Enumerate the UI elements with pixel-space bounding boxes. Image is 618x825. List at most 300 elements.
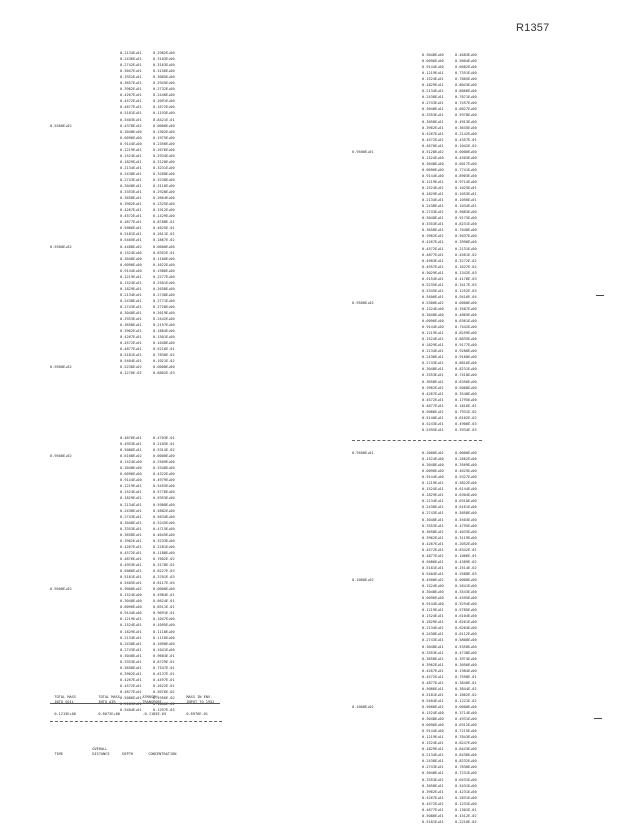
value-x: 0.1219E+01 <box>422 608 444 613</box>
value-x: 0.3048E+00 <box>422 313 444 318</box>
value-x: 0.3048E+00 <box>422 463 444 468</box>
value-x: 0.3962E+01 <box>422 789 444 794</box>
value-x: 0.5029E+01 <box>422 270 444 275</box>
value-c: 0.4738E+00 <box>455 650 477 655</box>
value-c: 0.7457E+00 <box>455 101 477 106</box>
value-x: 0.3353E+01 <box>120 317 142 322</box>
value-x: 0.2743E+01 <box>120 177 142 182</box>
value-x: 0.3962E+01 <box>422 125 444 130</box>
value-x: 0.1829E+01 <box>120 159 142 164</box>
value-x: 0.5086E+01 <box>422 813 444 818</box>
value-c: 0.8436E+00 <box>455 753 477 758</box>
value-x: 0.6096E+00 <box>422 596 444 601</box>
value-x: 0.5086E+01 <box>422 686 444 691</box>
value-x: 0.9144E+00 <box>422 325 444 330</box>
value-c: 0.1090E+00 <box>153 641 175 646</box>
value-x: 0.4877E+01 <box>120 105 142 110</box>
value-x: 0.5404E+01 <box>120 359 142 364</box>
value-x: 0.4267E+01 <box>422 541 444 546</box>
value-c: 0.5068E+00 <box>455 385 477 390</box>
value-c: 0.8043E+00 <box>455 83 477 88</box>
value-c: 0.2501E+00 <box>153 280 175 285</box>
value-c: 0.4033E+00 <box>455 529 477 534</box>
value-c: 0.3056E+00 <box>455 662 477 667</box>
value-x: 0.4572E+01 <box>422 674 444 679</box>
value-x: 0.3048E+01 <box>422 517 444 522</box>
value-x: 0.2000E+02 <box>422 451 444 455</box>
margin-mark-top <box>596 295 604 296</box>
value-c: 0.1056E+01 <box>455 198 477 203</box>
value-x: 0.3962E+01 <box>120 538 142 543</box>
value-c: 0.1627E-02 <box>455 264 477 269</box>
value-c: 0.6356E+00 <box>455 379 477 384</box>
value-x: 0.4877E+01 <box>422 807 444 812</box>
row-label: 0.9500E+02 <box>352 300 374 305</box>
value-x: 0.3048E+01 <box>120 184 142 189</box>
value-c: 0.2662E+00 <box>455 457 477 462</box>
value-x: 0.3353E+01 <box>120 526 142 531</box>
value-x: 0.5395E+01 <box>422 427 444 432</box>
value-x: 0.4572E+01 <box>422 547 444 552</box>
value-c: 0.8729E-01 <box>153 659 175 664</box>
value-c: 0.4561E-02 <box>455 252 477 257</box>
value-c: 0.2676E+00 <box>153 147 175 152</box>
value-x: 0.1829E+01 <box>422 343 444 348</box>
value-c: 0.7805E+00 <box>455 77 477 82</box>
value-x: 0.3353E+01 <box>422 113 444 118</box>
value-x: 0.9144E+00 <box>120 141 142 146</box>
value-x: 0.3048E+01 <box>422 367 444 372</box>
table-row <box>352 427 488 433</box>
value-c: 0.7351E+00 <box>455 71 477 76</box>
value-x: 0.3048E+00 <box>422 53 444 57</box>
value-x: 0.2438E+01 <box>120 298 142 303</box>
value-c: 0.6312E+00 <box>455 723 477 728</box>
value-x: 0.2438E+01 <box>120 171 142 176</box>
value-x: 0.4572E+01 <box>422 801 444 806</box>
value-c: 0.1042E-02 <box>455 143 477 148</box>
value-c: 0.9175E+00 <box>455 216 477 221</box>
value-x: 0.3048E+00 <box>422 717 444 722</box>
summary-value-4: 0.6976E-01 <box>186 712 208 716</box>
value-c: 0.2105E-01 <box>153 442 175 447</box>
value-x: 0.4877E+01 <box>120 347 142 352</box>
value-x: 0.1219E+01 <box>120 147 142 152</box>
value-x: 0.9144E+00 <box>120 268 142 273</box>
value-x: 0.5345E+01 <box>422 288 444 293</box>
value-c: 0.1622E+00 <box>153 262 175 267</box>
value-x: 0.5181E+01 <box>120 353 142 358</box>
value-x: 0.2436E+01 <box>120 57 142 62</box>
value-c: 0.8835E+00 <box>455 337 477 342</box>
value-x: 0.4267E+01 <box>120 544 142 549</box>
value-x: 0.1829E+01 <box>422 192 444 197</box>
value-x: 0.3658E+01 <box>422 228 444 233</box>
value-c: 0.8259E+00 <box>455 331 477 336</box>
value-x: 0.5235E+01 <box>422 282 444 287</box>
value-x: 0.3048E+01 <box>120 520 142 525</box>
value-c: 0.8231E+00 <box>455 367 477 372</box>
value-x: 0.5181E+01 <box>120 111 142 116</box>
value-x: 0.2743E+01 <box>422 210 444 215</box>
value-x: 0.1524E+00 <box>422 155 444 160</box>
value-x: 0.5086E+01 <box>120 226 142 231</box>
value-c: 0.0000E+00 <box>153 123 175 128</box>
value-c: 0.1502E+00 <box>153 129 175 134</box>
value-x: 0.3048E+00 <box>422 161 444 166</box>
value-x: 0.5086E+01 <box>422 409 444 414</box>
value-c: 0.7741E+00 <box>455 167 477 172</box>
row-label: 0.9500E+01 <box>352 149 374 154</box>
value-c: 0.9714E+00 <box>455 179 477 184</box>
value-c: 0.5858E+00 <box>455 511 477 516</box>
footer-header-distance: OVERALL DISTANCE <box>92 747 110 756</box>
summary-rule <box>50 703 220 704</box>
value-x: 0.2134E+01 <box>120 635 142 640</box>
value-x: 0.2438E+01 <box>422 505 444 510</box>
value-c: 0.3085E+00 <box>153 75 175 80</box>
value-x: 0.6096E+00 <box>120 605 142 610</box>
value-x: 0.3353E+01 <box>120 659 142 664</box>
value-x: 0.4572E+01 <box>422 397 444 402</box>
footer-header-time: TIME <box>54 752 63 756</box>
value-x: 0.3962E+01 <box>120 671 142 676</box>
summary-header-1: TOTAL MASS INTO SOIL <box>54 695 76 704</box>
value-c: 0.0000E+00 <box>455 451 477 455</box>
value-c: 0.3178E-02 <box>153 562 175 567</box>
value-x: 0.6096E+00 <box>422 469 444 474</box>
value-x: 0.1524E+01 <box>422 741 444 746</box>
value-c: 0.6361E+00 <box>455 319 477 324</box>
value-x: 0.2134E+01 <box>422 89 444 94</box>
value-x: 0.4572E+01 <box>120 683 142 688</box>
value-c: 0.4231E+00 <box>455 789 477 794</box>
value-c: 0.7215E+00 <box>455 729 477 734</box>
value-c: 0.3230E+00 <box>153 177 175 182</box>
value-x: 0.4267E+01 <box>422 131 444 136</box>
value-c: 0.3163E+00 <box>153 63 175 68</box>
value-c: 0.8231E+00 <box>455 222 477 227</box>
value-c: 0.5245E+00 <box>153 520 175 525</box>
value-x: 0.3353E+01 <box>422 373 444 378</box>
value-x: 0.4953E+01 <box>120 562 142 567</box>
value-x: 0.3658E+01 <box>422 656 444 661</box>
value-c: 0.7598E-01 <box>455 674 477 679</box>
value-x: 0.3048E+00 <box>120 466 142 471</box>
value-x: 0.3353E+01 <box>422 777 444 782</box>
footer-header-concentration: CONCENTRATION <box>148 752 177 756</box>
value-x: 0.1524E+01 <box>422 487 444 492</box>
summary-header-2: TOTAL MASS INTO AIR <box>98 695 120 704</box>
value-x: 0.4267E+01 <box>120 677 142 682</box>
value-c: 0.5776E+00 <box>153 490 175 495</box>
value-x: 0.4267E+01 <box>120 93 142 98</box>
value-c: 0.1048E+00 <box>153 341 175 346</box>
value-x: 0.4572E+01 <box>120 550 142 555</box>
value-x: 0.5243E+01 <box>422 421 444 426</box>
block-top-right <box>352 52 488 433</box>
value-c: 0.0000E+00 <box>153 454 175 459</box>
value-x: 0.4267E+01 <box>422 795 444 800</box>
value-x: 0.4876E+01 <box>120 436 142 440</box>
row-label: 0.9500E+01 <box>352 451 374 455</box>
value-x: 0.4378E+02 <box>120 123 142 128</box>
value-c: 0.1975E+00 <box>153 135 175 140</box>
value-c: 0.3846E-01 <box>455 680 477 685</box>
value-c: 0.4045E+00 <box>153 532 175 537</box>
value-c: 0.3340E+00 <box>153 466 175 471</box>
value-c: 0.4979E+00 <box>153 478 175 483</box>
value-c: 0.6304E+00 <box>455 493 477 498</box>
value-x: 0.9144E+00 <box>120 478 142 483</box>
value-c: 0.5216E-01 <box>153 347 175 352</box>
value-c: 0.2934E+00 <box>153 153 175 158</box>
value-c: 0.1342E-03 <box>455 270 477 275</box>
value-x: 0.4953E+01 <box>120 442 142 447</box>
value-c: 0.9416E-04 <box>455 294 477 299</box>
value-c: 0.6161E+00 <box>455 505 477 510</box>
value-c: 0.3233E+00 <box>153 538 175 543</box>
value-c: 0.6624E-01 <box>153 599 175 604</box>
value-x: 0.1524E+00 <box>422 306 444 311</box>
value-c: 0.8443E+00 <box>455 747 477 752</box>
table-row <box>352 819 488 825</box>
value-c: 0.3548E+00 <box>455 391 477 396</box>
value-x: 0.2438E+01 <box>120 641 142 646</box>
value-c: 0.0000E+00 <box>455 704 477 709</box>
value-x: 0.2438E+01 <box>422 204 444 209</box>
value-x: 0.1219E+01 <box>422 735 444 740</box>
value-x: 0.5238E+02 <box>120 365 142 370</box>
value-c: 0.3231E+00 <box>153 165 175 170</box>
value-x: 0.4876E+01 <box>120 556 142 561</box>
summary-header-3: ATMOSPH. TRANSPORT <box>142 695 162 704</box>
value-x: 0.3353E+01 <box>422 222 444 227</box>
value-c: 0.2091E+00 <box>153 99 175 104</box>
value-c: 0.8816E+00 <box>455 361 477 366</box>
value-x: 0.1524E+01 <box>422 614 444 619</box>
value-x: 0.1829E+01 <box>422 493 444 498</box>
value-c: 0.1080E-02 <box>153 702 175 707</box>
value-c: 0.2622E-01 <box>153 683 175 688</box>
value-x: 0.1219E+01 <box>422 331 444 336</box>
value-x: 0.2134E+01 <box>120 165 142 170</box>
value-x: 0.4267E+01 <box>120 208 142 213</box>
value-c: 0.2641E+00 <box>455 584 477 589</box>
footer-headers <box>50 742 194 757</box>
summary-header-4: MASS IN ENV. INPUT TO 1952 <box>186 695 215 704</box>
value-x: 0.3048E+01 <box>422 771 444 776</box>
value-c: 0.3844E-02 <box>455 686 477 691</box>
row-label: 0.1000E+02 <box>352 704 374 709</box>
value-c: 0.4865E+00 <box>455 313 477 318</box>
value-x: 0.9144E+00 <box>422 729 444 734</box>
value-c: 0.1297E-03 <box>153 708 175 713</box>
block-top-left <box>50 50 186 377</box>
value-x: 0.3047E+01 <box>120 69 142 74</box>
value-c: 0.1193E+00 <box>153 111 175 116</box>
value-x: 0.5154E+01 <box>422 276 444 281</box>
value-x: 0.6096E+00 <box>422 59 444 64</box>
value-x: 0.5086E+01 <box>422 559 444 564</box>
value-x: 0.3658E+01 <box>120 665 142 670</box>
value-c: 0.8788E-01 <box>153 220 175 225</box>
value-x: 0.9144E+00 <box>422 65 444 70</box>
value-x: 0.4877E+01 <box>120 689 142 694</box>
value-x: 0.2743E+01 <box>422 361 444 366</box>
value-c: 0.8066E+00 <box>455 89 477 94</box>
value-c: 0.2928E+00 <box>153 190 175 195</box>
value-x: 0.1524E+01 <box>120 623 142 628</box>
value-x: 0.5128E+02 <box>422 149 444 154</box>
value-x: 0.6096E+00 <box>120 262 142 267</box>
value-c: 0.3120E+00 <box>153 159 175 164</box>
value-c: 0.4497E-01 <box>153 677 175 682</box>
value-x: 0.4572E+01 <box>422 246 444 251</box>
value-x: 0.9144E+00 <box>422 173 444 178</box>
value-c: 0.1221E-02 <box>455 698 477 703</box>
value-c: 0.2945E+00 <box>153 81 175 86</box>
value-c: 0.8247E+00 <box>455 741 477 746</box>
value-x: 0.5406E+01 <box>422 294 444 299</box>
value-x: 0.9144E+00 <box>422 602 444 607</box>
value-c: 0.6261E+00 <box>455 620 477 625</box>
value-c: 0.2197E+00 <box>153 323 175 328</box>
value-c: 0.2325E+00 <box>153 202 175 207</box>
value-x: 0.1524E+01 <box>120 280 142 285</box>
value-c: 0.1984E+00 <box>455 668 477 673</box>
value-c: 0.7871E+00 <box>455 95 477 100</box>
value-x: 0.5300E+02 <box>422 300 444 305</box>
value-c: 0.4389E-02 <box>455 559 477 564</box>
value-c: 0.1160E+00 <box>153 256 175 261</box>
value-x: 0.5404E+01 <box>422 571 444 576</box>
value-c: 0.5978E+00 <box>455 113 477 118</box>
value-c: 0.7830E-02 <box>153 353 175 358</box>
value-c: 0.7830E+00 <box>455 765 477 770</box>
value-c: 0.1501E+00 <box>153 335 175 340</box>
value-c: 0.6827E+00 <box>455 107 477 112</box>
value-c: 0.3543E+00 <box>455 590 477 595</box>
value-x: 0.1524E+01 <box>422 337 444 342</box>
value-c: 0.4595E+00 <box>455 596 477 601</box>
value-c: 0.6144E+00 <box>455 487 477 492</box>
value-x: 0.5403E+01 <box>120 117 142 122</box>
value-x: 0.1829E+01 <box>120 286 142 291</box>
value-x: 0.9144E+00 <box>422 475 444 480</box>
value-c: 0.9168E+00 <box>455 355 477 360</box>
value-x: 0.4877E+01 <box>422 403 444 408</box>
value-c: 0.1301E-01 <box>455 807 477 812</box>
value-x: 0.5405E+01 <box>120 581 142 586</box>
value-c: 0.3417E-03 <box>455 282 477 287</box>
value-c: 0.1047E+00 <box>153 617 175 622</box>
value-c: 0.2588E-03 <box>455 571 477 576</box>
value-c: 0.8227E-03 <box>153 569 175 574</box>
value-x: 0.3962E+01 <box>120 329 142 334</box>
value-x: 0.2743E+01 <box>422 511 444 516</box>
value-c: 0.5804E+00 <box>455 59 477 64</box>
value-x: 0.1829E+01 <box>120 496 142 501</box>
value-x: 0.1219E+01 <box>120 484 142 489</box>
value-x: 0.3658E+01 <box>422 529 444 534</box>
value-c: 0.8342E-01 <box>455 547 477 552</box>
value-c: 0.9288E+00 <box>455 349 477 354</box>
value-x: 0.6096E+00 <box>422 319 444 324</box>
value-c: 0.3103E+00 <box>153 57 175 62</box>
value-c: 0.1034E+01 <box>455 204 477 209</box>
value-c: 0.8802E-03 <box>153 371 175 376</box>
value-c: 0.1862E-02 <box>455 692 477 697</box>
value-c: 0.5431E+00 <box>455 783 477 788</box>
value-c: 0.5314E-02 <box>153 448 175 453</box>
value-x: 0.2134E+01 <box>422 626 444 631</box>
value-x: 0.3962E+01 <box>120 87 142 92</box>
value-x: 0.4572E+01 <box>120 99 142 104</box>
value-c: 0.0000E+00 <box>153 365 175 370</box>
value-c: 0.0000E+00 <box>153 244 175 249</box>
value-x: 0.3048E+01 <box>422 644 444 649</box>
value-c: 0.4178E-03 <box>455 276 477 281</box>
value-c: 0.0000E+00 <box>455 149 477 154</box>
value-x: 0.3962E+01 <box>422 234 444 239</box>
value-c: 0.7442E+00 <box>455 325 477 330</box>
value-x: 0.3962E+01 <box>422 535 444 540</box>
value-c: 0.8232E+00 <box>455 759 477 764</box>
value-x: 0.2134E+01 <box>120 502 142 507</box>
value-x: 0.2134E+01 <box>422 499 444 504</box>
value-x: 0.3658E+01 <box>120 196 142 201</box>
value-c: 0.4322E+00 <box>153 472 175 477</box>
block-bottom-left <box>50 435 186 713</box>
value-c: 0.2664E+00 <box>153 196 175 201</box>
value-x: 0.3353E+01 <box>120 190 142 195</box>
value-c: 0.2658E+00 <box>153 286 175 291</box>
value-c: 0.1095E+00 <box>153 623 175 628</box>
value-c: 0.3974E+00 <box>455 656 477 661</box>
value-c: 0.6112E+00 <box>455 632 477 637</box>
value-x: 0.3657E+01 <box>120 81 142 86</box>
value-x: 0.4572E+01 <box>422 137 444 142</box>
value-x: 0.5404E+01 <box>120 708 142 713</box>
value-c: 0.7602E-02 <box>153 556 175 561</box>
value-c: 0.2831E+00 <box>455 795 477 800</box>
value-x: 0.3048E+00 <box>120 599 142 604</box>
value-c: 0.3701E-03 <box>153 575 175 580</box>
table-row <box>50 370 186 376</box>
value-c: 0.1231E+00 <box>455 801 477 806</box>
value-c: 0.1041E+00 <box>153 647 175 652</box>
value-x: 0.6096E+00 <box>422 723 444 728</box>
value-x: 0.2743E+01 <box>422 638 444 643</box>
value-c: 0.1956E-02 <box>153 696 175 701</box>
value-c: 0.4625E+00 <box>455 469 477 474</box>
value-x: 0.1219E+01 <box>422 481 444 486</box>
value-c: 0.1066E-01 <box>455 553 477 558</box>
value-c: 0.4984E-01 <box>153 593 175 598</box>
value-c: 0.7410E+00 <box>455 373 477 378</box>
value-c: 0.5822E+00 <box>455 481 477 486</box>
value-c: 0.2619E+00 <box>153 311 175 316</box>
value-x: 0.4877E+01 <box>422 680 444 685</box>
value-c: 0.3996E+00 <box>455 240 477 245</box>
value-x: 0.5181E+01 <box>120 232 142 237</box>
value-x: 0.3048E+01 <box>422 216 444 221</box>
value-c: 0.3569E+00 <box>455 463 477 468</box>
value-x: 0.3048E+00 <box>120 129 142 134</box>
value-c: 0.4906E-03 <box>455 421 477 426</box>
value-x: 0.3048E+00 <box>120 256 142 261</box>
